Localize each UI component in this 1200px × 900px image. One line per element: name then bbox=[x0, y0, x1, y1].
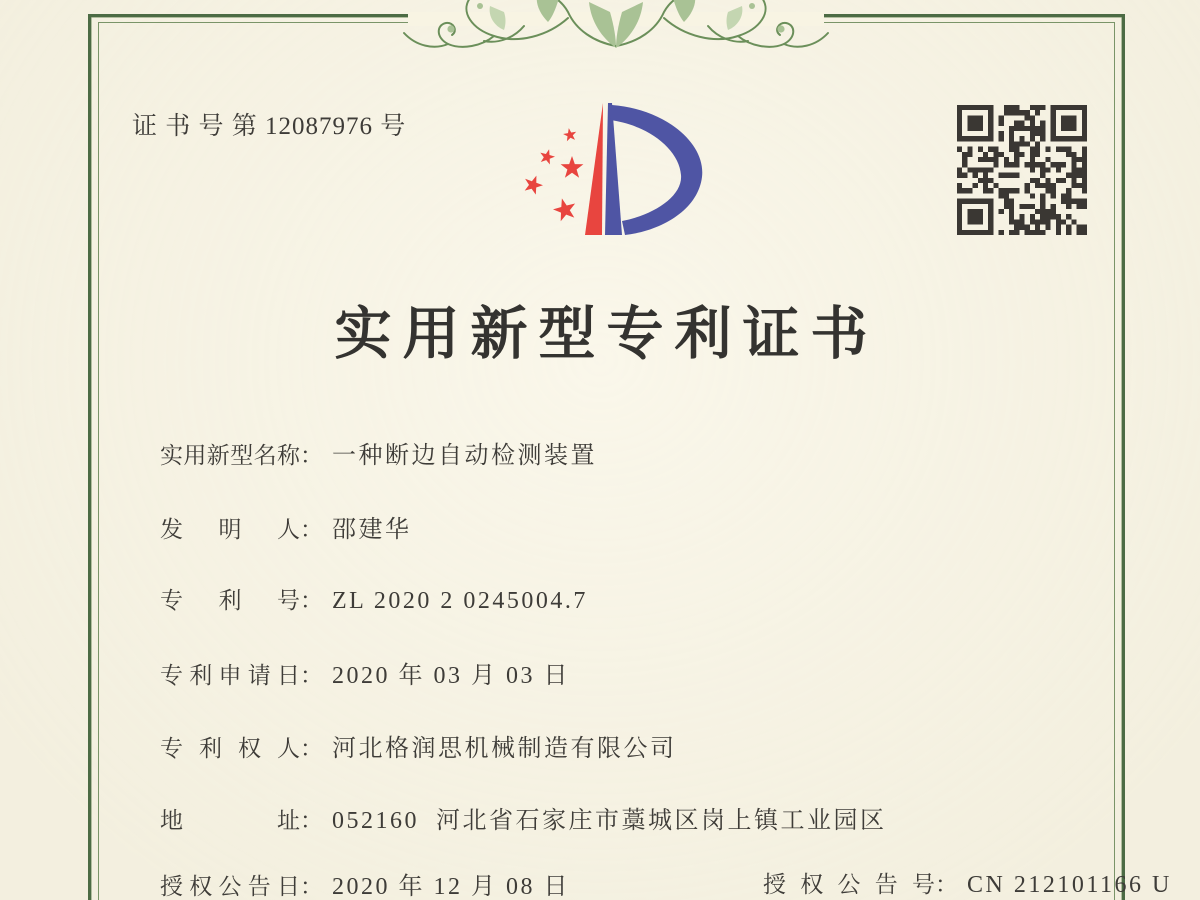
field-label: 发明人 bbox=[160, 517, 300, 542]
ornament-flourish-icon bbox=[396, 0, 836, 54]
field-value: ZL 2020 2 0245004.7 bbox=[332, 588, 588, 614]
field-value: CN 212101166 U bbox=[967, 872, 1172, 898]
field-label: 专利号 bbox=[160, 588, 300, 613]
certificate-number: 证 书 号 第 12087976 号 bbox=[132, 113, 407, 140]
field-value: 2020 年 12 月 08 日 bbox=[332, 874, 570, 900]
field-label: 授权公告日 bbox=[160, 874, 300, 899]
field-value: 邵建华 bbox=[332, 517, 412, 543]
field-value: 2020 年 03 月 03 日 bbox=[332, 663, 570, 689]
field-value: 河北格润思机械制造有限公司 bbox=[332, 736, 677, 762]
qr-code bbox=[957, 105, 1087, 235]
grant-number-cell: 授权公告号： CN 212101166 U bbox=[763, 866, 1172, 899]
field-value: 052160 河北省石家庄市藁城区岗上镇工业园区 bbox=[332, 808, 887, 834]
field-row-address: 地址： 052160 河北省石家庄市藁城区岗上镇工业园区 bbox=[160, 800, 887, 835]
grant-date-cell: 授权公告日： 2020 年 12 月 08 日 bbox=[160, 874, 570, 900]
field-row-patentee: 专利权人： 河北格润思机械制造有限公司 bbox=[160, 728, 677, 763]
field-row-utility-model-name: 实用新型名称： 一种断边自动检测装置 bbox=[160, 435, 597, 470]
certificate-title: 实用新型专利证书 bbox=[334, 303, 879, 366]
field-row-filing-date: 专利申请日： 2020 年 03 月 03 日 bbox=[160, 655, 570, 690]
field-label: 地址 bbox=[160, 808, 300, 833]
field-label: 授权公告号 bbox=[763, 872, 935, 897]
field-row-grant bbox=[160, 866, 1172, 900]
field-value: 一种断边自动检测装置 bbox=[332, 443, 597, 469]
field-label: 专利申请日 bbox=[160, 663, 300, 688]
field-row-inventor: 发明人： 邵建华 bbox=[160, 509, 412, 544]
field-label: 实用新型名称 bbox=[160, 443, 300, 468]
field-row-patent-number: 专利号： ZL 2020 2 0245004.7 bbox=[160, 582, 588, 615]
field-label: 专利权人 bbox=[160, 736, 300, 761]
cnipa-logo-icon bbox=[515, 96, 710, 244]
